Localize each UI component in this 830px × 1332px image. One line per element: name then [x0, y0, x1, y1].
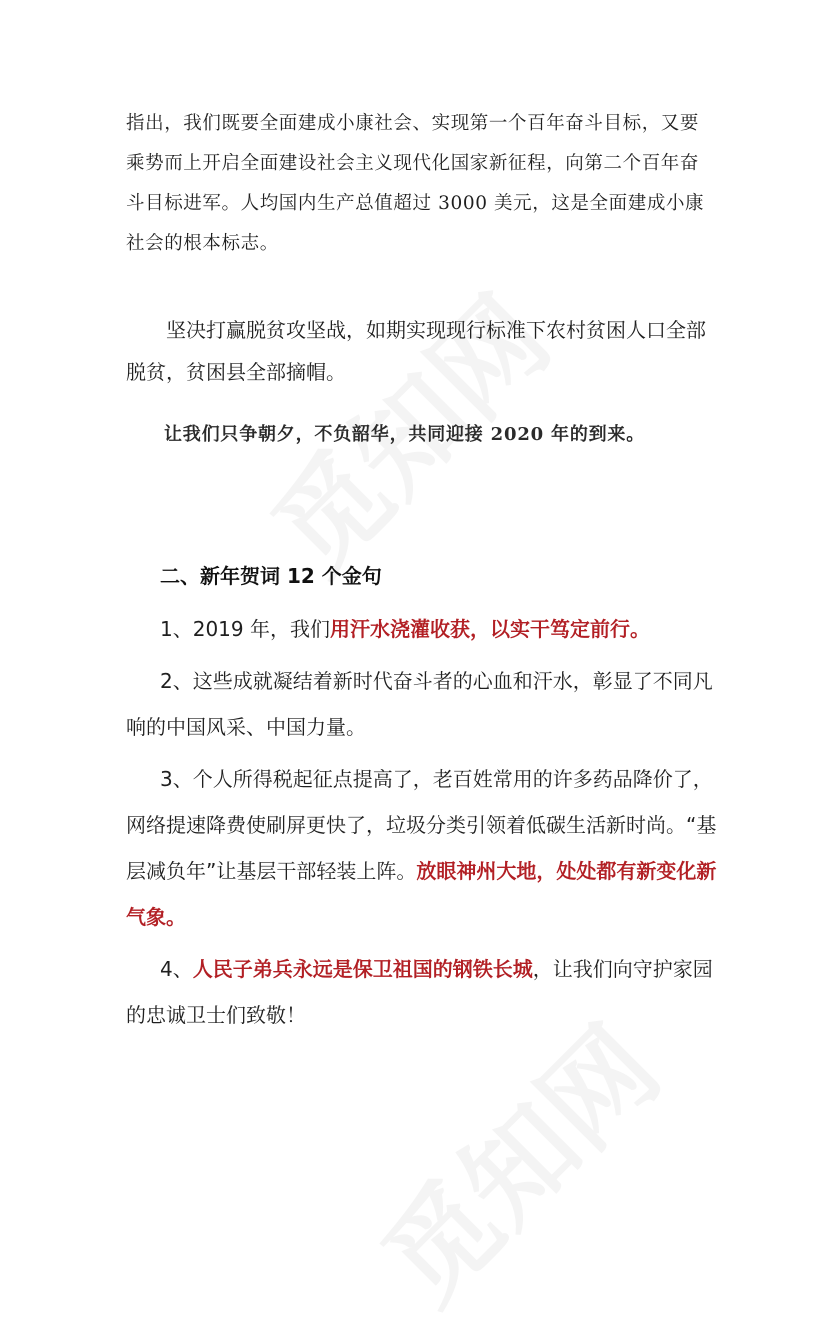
list-item: [126, 946, 720, 1038]
list-item-text: 4、: [160, 957, 193, 981]
watermark-text: [342, 986, 687, 1331]
paragraph-poverty: 坚决打赢脱贫攻坚战，如期实现现行标准下农村贫困人口全部脱贫，贫困县全部摘帽。: [126, 318, 706, 384]
list-item-suffix: ，让我们向守护家园的忠诚卫士们致敬！: [126, 957, 713, 1027]
paragraph-intro: 指出，我们既要全面建成小康社会、实现第一个百年奋斗目标，又要乘势而上开启全面建设社会主义现代化国家新征程，向第二个百年奋斗目标进军。人均国内生产总值超过 3000 美元，这是全面建成小康社会的根本标志。: [126, 113, 705, 254]
paragraph-closing-line: 让我们只争朝夕，不负韶华，共同迎接 2020 年的到来。: [164, 424, 646, 445]
list-item-text: 2、这些成就凝结着新时代奋斗者的心血和汗水，彰显了不同凡响的中国风采、中国力量。: [126, 669, 713, 739]
list-item-highlight: 放眼神州大地，处处都有新变化新气象。: [126, 859, 717, 929]
list-item: [126, 756, 720, 940]
list-item-text: 3、个人所得税起征点提高了，老百姓常用的许多药品降价了，网络提速降费使刷屏更快了，垃圾分类引领着低碳生活新时尚。“基层减负年”让基层干部轻装上阵。: [126, 767, 717, 883]
list-item-text: 1、2019 年，我们: [160, 617, 330, 641]
list-item: [126, 606, 720, 652]
list-item: [126, 658, 720, 750]
list-item-highlight: 用汗水浇灌收获，以实干笃定前行。: [329, 617, 650, 641]
list-item-highlight: 人民子弟兵永远是保卫祖国的钢铁长城: [192, 957, 533, 981]
section-heading: 二、新年贺词 12 个金句: [160, 564, 382, 588]
